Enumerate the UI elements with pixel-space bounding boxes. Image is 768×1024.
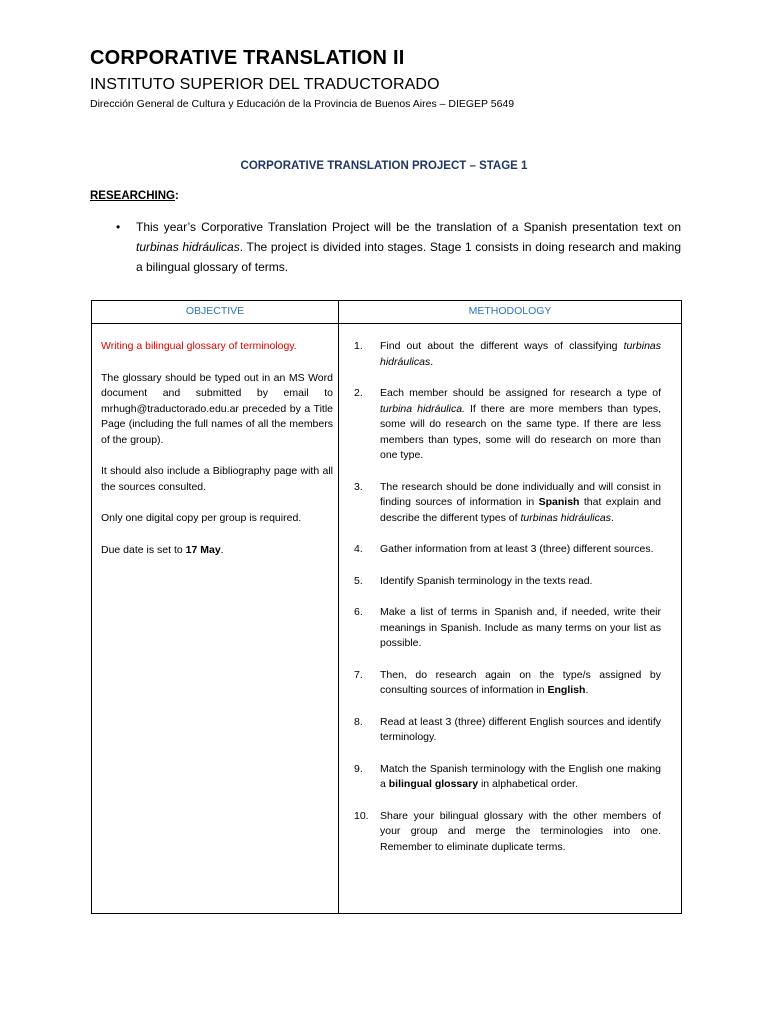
step-text: Each member should be assigned for research a type of <box>380 387 661 399</box>
methodology-step <box>354 715 661 746</box>
methodology-step <box>354 542 661 558</box>
direction-line: Dirección General de Cultura y Educación de la Provincia de Buenos Aires – DIEGEP 5649 <box>90 98 515 110</box>
step-number: 3. <box>354 480 363 493</box>
step-text-end: If there are more members than types, some will do research on the same type. If there are less members than types, some will do research on more than one type. <box>380 402 661 461</box>
methodology-header: METHODOLOGY <box>468 305 552 317</box>
intro-bullet <box>116 217 681 277</box>
objective-paragraph: It should also include a Bibliography page with all the sources consulted. <box>101 465 333 493</box>
due-date-value: 17 May <box>185 543 221 556</box>
methodology-step <box>354 762 661 793</box>
step-number: 8. <box>354 715 363 728</box>
project-title: CORPORATIVE TRANSLATION PROJECT – STAGE 1 <box>240 160 528 172</box>
intro-text <box>116 217 681 277</box>
step-text-end: . <box>430 355 434 368</box>
methodology-step <box>354 339 661 370</box>
objective-paragraph: Only one digital copy per group is required. <box>101 512 302 524</box>
objective-cell <box>101 339 333 574</box>
step-italic: turbinas hidráulicas <box>520 511 611 524</box>
methodology-step <box>354 605 661 652</box>
section-heading <box>90 190 179 202</box>
due-date <box>101 543 333 559</box>
step-text: Gather information from at least 3 (three) different sources. <box>380 543 654 555</box>
intro-text-italic: turbinas hidráulicas <box>136 240 240 254</box>
step-number: 6. <box>354 606 363 618</box>
step-text: The research should be done individually and will consist in finding sources of information in <box>380 480 661 508</box>
step-text: Read at least 3 (three) different English sources and identify terminology. <box>380 715 661 743</box>
methodology-step <box>354 386 661 464</box>
step-text: Identify Spanish terminology in the texts read. <box>380 574 593 587</box>
objective-heading: Writing a bilingual glossary of terminology. <box>101 340 297 352</box>
step-text: Share your bilingual glossary with the other members of your group and merge the terminologies into one. Remember to eliminate duplicate terms. <box>380 809 661 853</box>
document-title: CORPORATIVE TRANSLATION II <box>90 47 405 69</box>
step-number: 5. <box>354 574 363 587</box>
step-italic: turbina hidráulica. <box>380 402 465 415</box>
methodology-step <box>354 480 661 527</box>
due-date-end: . <box>220 543 224 556</box>
intro-text-part1: This year’s Corporative Translation Project will be the translation of a Spanish presentation text on <box>136 220 681 234</box>
step-text-end: in alphabetical order. <box>478 778 578 790</box>
step-text: Then, do research again on the type/s assigned by consulting sources of information in <box>380 668 661 696</box>
step-number: 7. <box>354 668 363 681</box>
step-bold: Spanish <box>538 496 580 508</box>
step-number: 9. <box>354 762 363 775</box>
step-number: 10. <box>354 809 369 822</box>
methodology-step <box>354 809 661 856</box>
objective-header: OBJECTIVE <box>185 305 245 317</box>
step-text: Find out about the different ways of classifying <box>380 340 624 352</box>
section-colon: : <box>174 190 179 202</box>
step-bold: bilingual glossary <box>388 778 479 790</box>
project-table <box>91 300 682 914</box>
methodology-step <box>354 574 661 590</box>
step-text: that explain and describe the different types of <box>380 496 661 524</box>
step-bold: English <box>547 684 586 696</box>
due-date-label: Due date is set to <box>101 543 186 556</box>
step-number: 4. <box>354 543 363 555</box>
institute-name: INSTITUTO SUPERIOR DEL TRADUCTORADO <box>90 76 440 93</box>
methodology-step <box>354 668 661 699</box>
step-text-end: . <box>585 684 589 696</box>
step-text: Match the Spanish terminology with the English one making a <box>380 762 661 790</box>
intro-text-part2: . The project is divided into stages. Stage 1 consists in doing research and making a bilingual glossary of terms. <box>136 240 681 274</box>
step-number: 1. <box>354 340 363 352</box>
step-italic: turbinas hidráulicas <box>380 340 661 368</box>
methodology-cell <box>354 339 661 871</box>
column-divider <box>338 301 339 913</box>
step-text: Make a list of terms in Spanish and, if needed, write their meanings in Spanish. Include as many terms on your list as possible. <box>380 606 661 649</box>
step-number: 2. <box>354 387 363 399</box>
step-text-end: . <box>610 511 614 524</box>
section-label: RESEARCHING <box>90 190 175 202</box>
bullet-icon: • <box>116 220 121 234</box>
objective-paragraph: The glossary should be typed out in an MS Word document and submitted by email to mrhugh@traductorado.edu.ar preceded by a Title Page (including the full names of all the members of the group). <box>101 371 333 446</box>
